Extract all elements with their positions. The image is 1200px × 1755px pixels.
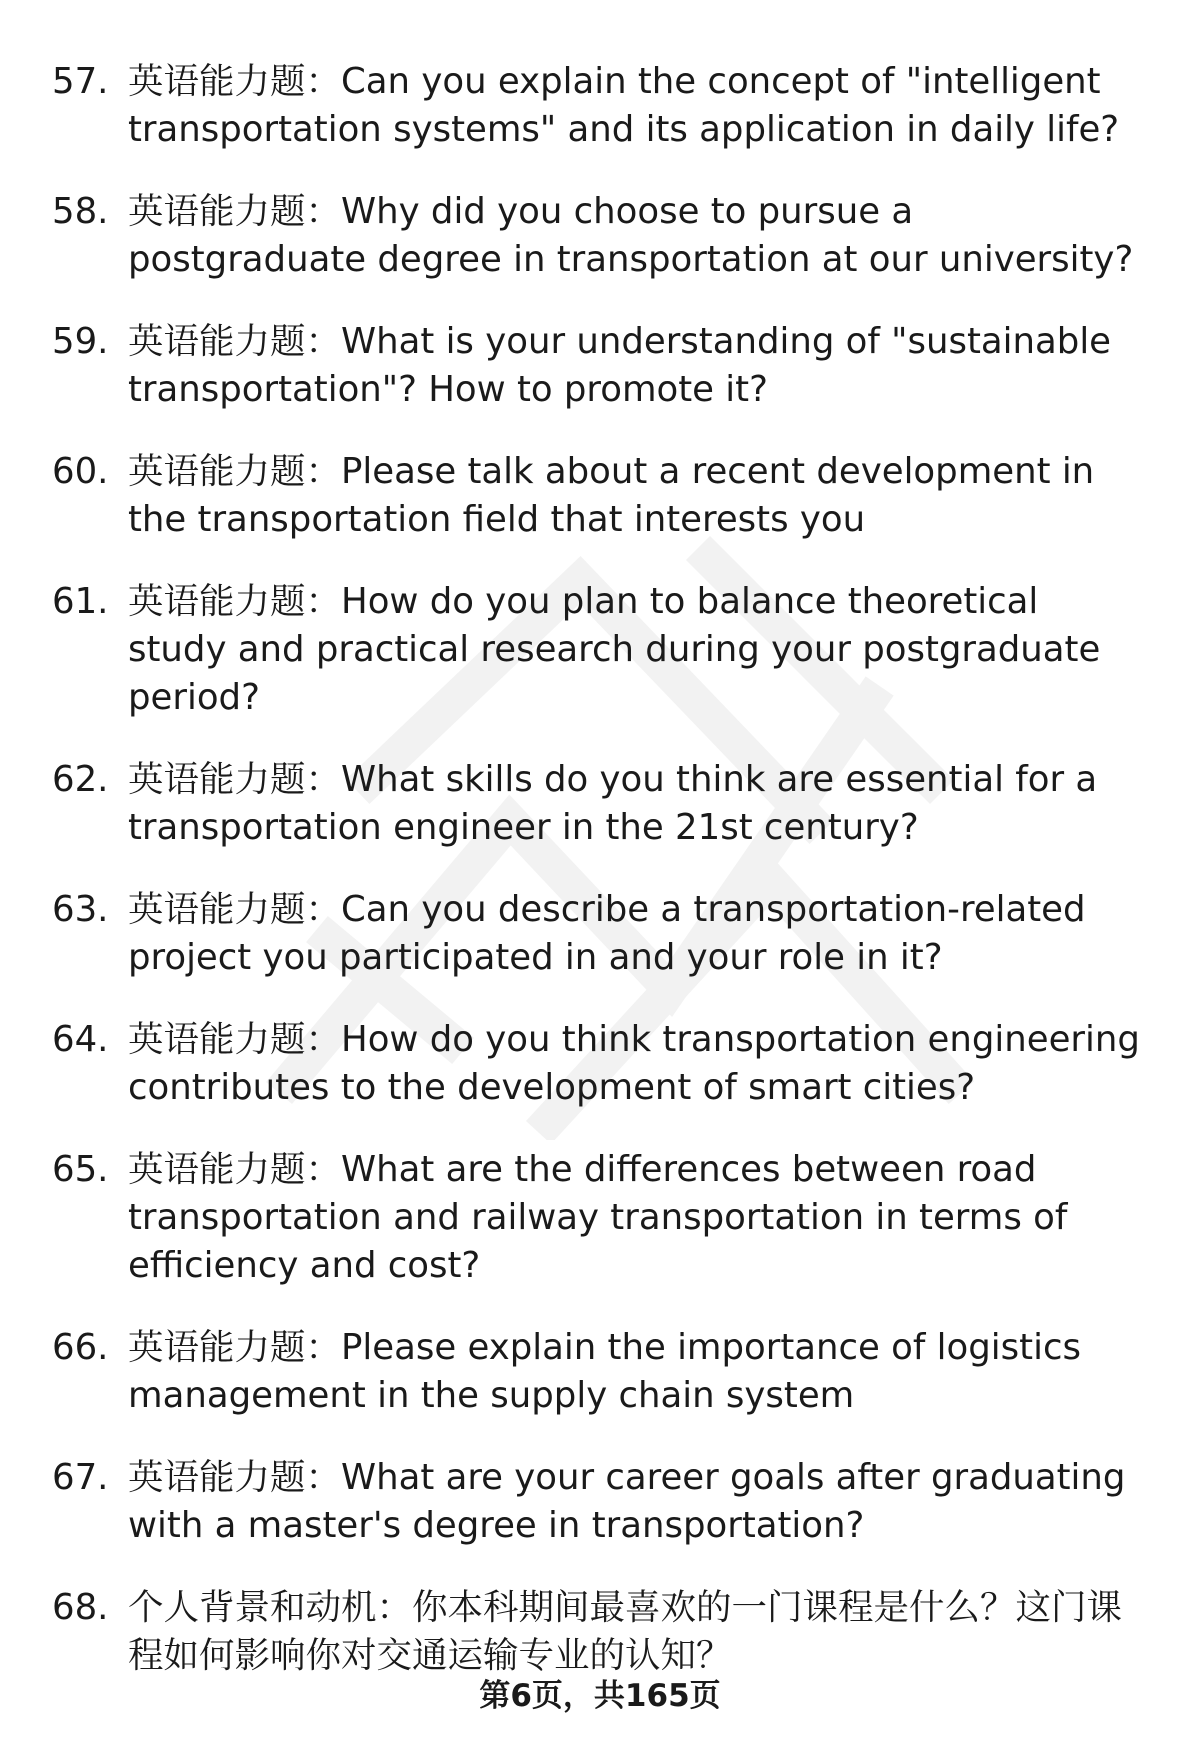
question-body [128, 318, 1146, 414]
question-body [128, 1324, 1146, 1420]
question-category: 英语能力题： [128, 581, 342, 622]
page-footer: 第6页，共165页 [479, 1678, 721, 1714]
question-category: 英语能力题： [128, 759, 342, 800]
question-number: 65. [52, 1149, 109, 1190]
question-number: 68. [52, 1587, 109, 1628]
question-item [0, 1584, 1200, 1680]
question-category: 英语能力题： [128, 1019, 342, 1060]
question-body [128, 756, 1146, 852]
question-category: 个人背景和动机： [128, 1587, 413, 1628]
question-number: 61. [52, 581, 109, 622]
question-text: How do you plan to balance theoretical study and practical research during your postgraduate period? [128, 581, 1101, 718]
question-body [128, 886, 1146, 982]
question-item [0, 188, 1200, 284]
question-body [128, 1454, 1146, 1550]
question-text: 你本科期间最喜欢的一门课程是什么？这门课程如何影响你对交通运输专业的认知？ [128, 1587, 1123, 1676]
question-text: Please talk about a recent development in the transportation field that interests you [128, 451, 1095, 540]
question-text: What skills do you think are essential for a transportation engineer in the 21st century? [128, 759, 1098, 848]
question-text: What are the differences between road transportation and railway transportation in terms of efficiency and cost? [128, 1149, 1068, 1286]
question-text: What is your understanding of "sustainable transportation"? How to promote it? [128, 321, 1112, 410]
question-text: What are your career goals after graduating with a master's degree in transportation? [128, 1457, 1126, 1546]
question-body [128, 578, 1146, 722]
question-category: 英语能力题： [128, 321, 342, 362]
question-body [128, 188, 1146, 284]
question-number: 63. [52, 889, 109, 930]
question-body [128, 58, 1146, 154]
question-category: 英语能力题： [128, 451, 342, 492]
question-number: 62. [52, 759, 109, 800]
question-text: Please explain the importance of logistics management in the supply chain system [128, 1327, 1081, 1416]
question-body [128, 448, 1146, 544]
question-category: 英语能力题： [128, 61, 342, 102]
question-list [0, 58, 1200, 1714]
question-body [128, 1584, 1146, 1680]
question-category: 英语能力题： [128, 1457, 342, 1498]
question-category: 英语能力题： [128, 1149, 342, 1190]
question-category: 英语能力题： [128, 889, 342, 930]
question-item [0, 58, 1200, 154]
question-category: 英语能力题： [128, 1327, 342, 1368]
question-number: 59. [52, 321, 109, 362]
question-item [0, 756, 1200, 852]
question-item [0, 1146, 1200, 1290]
question-category: 英语能力题： [128, 191, 342, 232]
question-text: How do you think transportation engineering contributes to the development of smart cities? [128, 1019, 1140, 1108]
question-item [0, 448, 1200, 544]
question-body [128, 1146, 1146, 1290]
question-number: 67. [52, 1457, 109, 1498]
question-number: 64. [52, 1019, 109, 1060]
question-number: 60. [52, 451, 109, 492]
question-body [128, 1016, 1146, 1112]
question-number: 58. [52, 191, 109, 232]
question-text: Can you describe a transportation-related project you participated in and your role in it? [128, 889, 1086, 978]
question-number: 66. [52, 1327, 109, 1368]
question-text: Can you explain the concept of "intelligent transportation systems" and its application in daily life? [128, 61, 1120, 150]
question-item [0, 1324, 1200, 1420]
question-item [0, 886, 1200, 982]
question-item [0, 1016, 1200, 1112]
question-number: 57. [52, 61, 109, 102]
question-text: Why did you choose to pursue a postgraduate degree in transportation at our university? [128, 191, 1134, 280]
question-item [0, 1454, 1200, 1550]
question-item [0, 578, 1200, 722]
question-item [0, 318, 1200, 414]
